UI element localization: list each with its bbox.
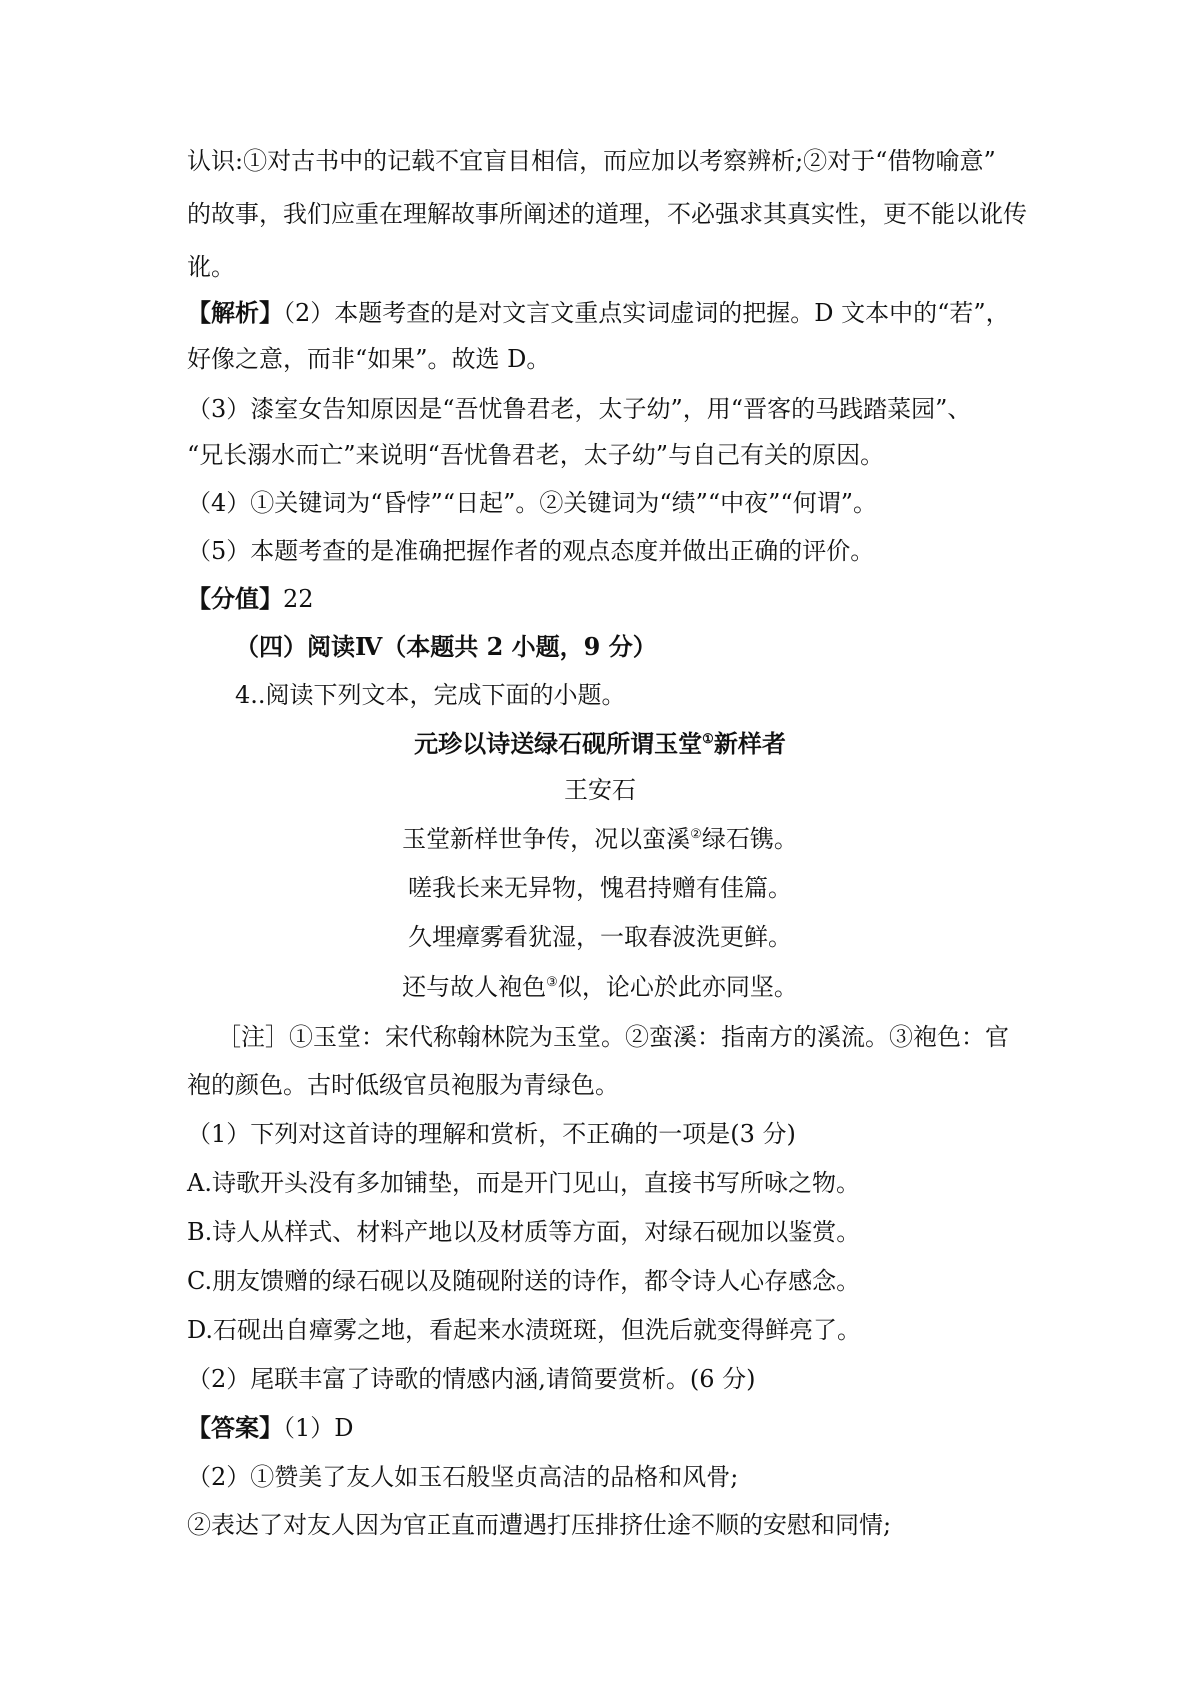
analysis-line <box>187 296 1027 330</box>
text-line: 好像之意，而非“如果”。故选 D。 <box>187 345 551 373</box>
score-value: 22 <box>283 585 314 613</box>
text-line: （5）本题考查的是准确把握作者的观点态度并做出正确的评价。 <box>187 537 875 565</box>
notes-line: ［注］①玉堂：宋代称翰林院为玉堂。②蛮溪：指南方的溪流。③袍色：官 <box>217 1023 1009 1051</box>
text-line: 认识:①对古书中的记载不宜盲目相信，而应加以考察辨析;②对于“借物喻意” <box>187 147 996 175</box>
poem-title: 元珍以诗送绿石砚所谓玉堂①新样者 <box>414 729 786 758</box>
score-line <box>187 582 1027 616</box>
section-heading: （四）阅读Ⅳ（本题共 2 小题，9 分） <box>235 632 657 661</box>
answer-line: （2）①赞美了友人如玉石般坚贞高洁的品格和风骨; <box>187 1463 739 1491</box>
question-intro: 4..阅读下列文本，完成下面的小题。 <box>235 681 626 709</box>
analysis-tag: 【解析】 <box>187 298 283 327</box>
footnote-marker: ② <box>690 827 702 842</box>
score-tag: 【分值】 <box>187 584 283 613</box>
notes-line: 袍的颜色。古时低级官员袍服为青绿色。 <box>187 1071 619 1099</box>
footnote-marker: ③ <box>546 975 558 990</box>
option-d: D.石砚出自瘴雾之地，看起来水渍斑斑，但洗后就变得鲜亮了。 <box>187 1316 862 1344</box>
poem-line: 嗟我长来无异物，愧君持赠有佳篇。 <box>408 874 792 902</box>
poem-line: 玉堂新样世争传，况以蛮溪②绿石镌。 <box>402 825 798 853</box>
answer-line <box>187 1411 1027 1445</box>
poem-line: 还与故人袍色③似，论心於此亦同坚。 <box>402 973 798 1001</box>
question-stem: （2）尾联丰富了诗歌的情感内涵,请简要赏析。(6 分) <box>187 1365 756 1393</box>
option-c: C.朋友馈赠的绿石砚以及随砚附送的诗作，都令诗人心存感念。 <box>187 1267 861 1295</box>
poem-line: 久埋瘴雾看犹湿，一取春波洗更鲜。 <box>408 923 792 951</box>
answer-line: ②表达了对友人因为官正直而遭遇打压排挤仕途不顺的安慰和同情; <box>187 1511 892 1539</box>
option-b: B.诗人从样式、材料产地以及材质等方面，对绿石砚加以鉴赏。 <box>187 1218 861 1246</box>
text-line: （3）漆室女告知原因是“吾忧鲁君老，太子幼”，用“晋客的马践踏菜园”、 <box>187 395 972 423</box>
option-a: A.诗歌开头没有多加铺垫，而是开门见山，直接书写所咏之物。 <box>187 1169 860 1197</box>
text-line: 的故事，我们应重在理解故事所阐述的道理，不必强求其真实性，更不能以讹传 <box>187 200 1027 228</box>
text-line: （4）①关键词为“昏悖”“日起”。②关键词为“绩”“中夜”“何谓”。 <box>187 489 877 517</box>
question-stem: （1）下列对这首诗的理解和赏析，不正确的一项是(3 分) <box>187 1120 796 1148</box>
footnote-marker: ① <box>702 732 714 747</box>
poem-author: 王安石 <box>564 776 636 804</box>
answer-q1: （1）D <box>283 1414 354 1442</box>
analysis-text: （2）本题考查的是对文言文重点实词虚词的把握。D 文本中的“若”， <box>283 299 1010 327</box>
answer-tag: 【答案】 <box>187 1413 283 1442</box>
text-line: 讹。 <box>187 253 235 281</box>
text-line: “兄长溺水而亡”来说明“吾忧鲁君老，太子幼”与自己有关的原因。 <box>187 441 885 469</box>
